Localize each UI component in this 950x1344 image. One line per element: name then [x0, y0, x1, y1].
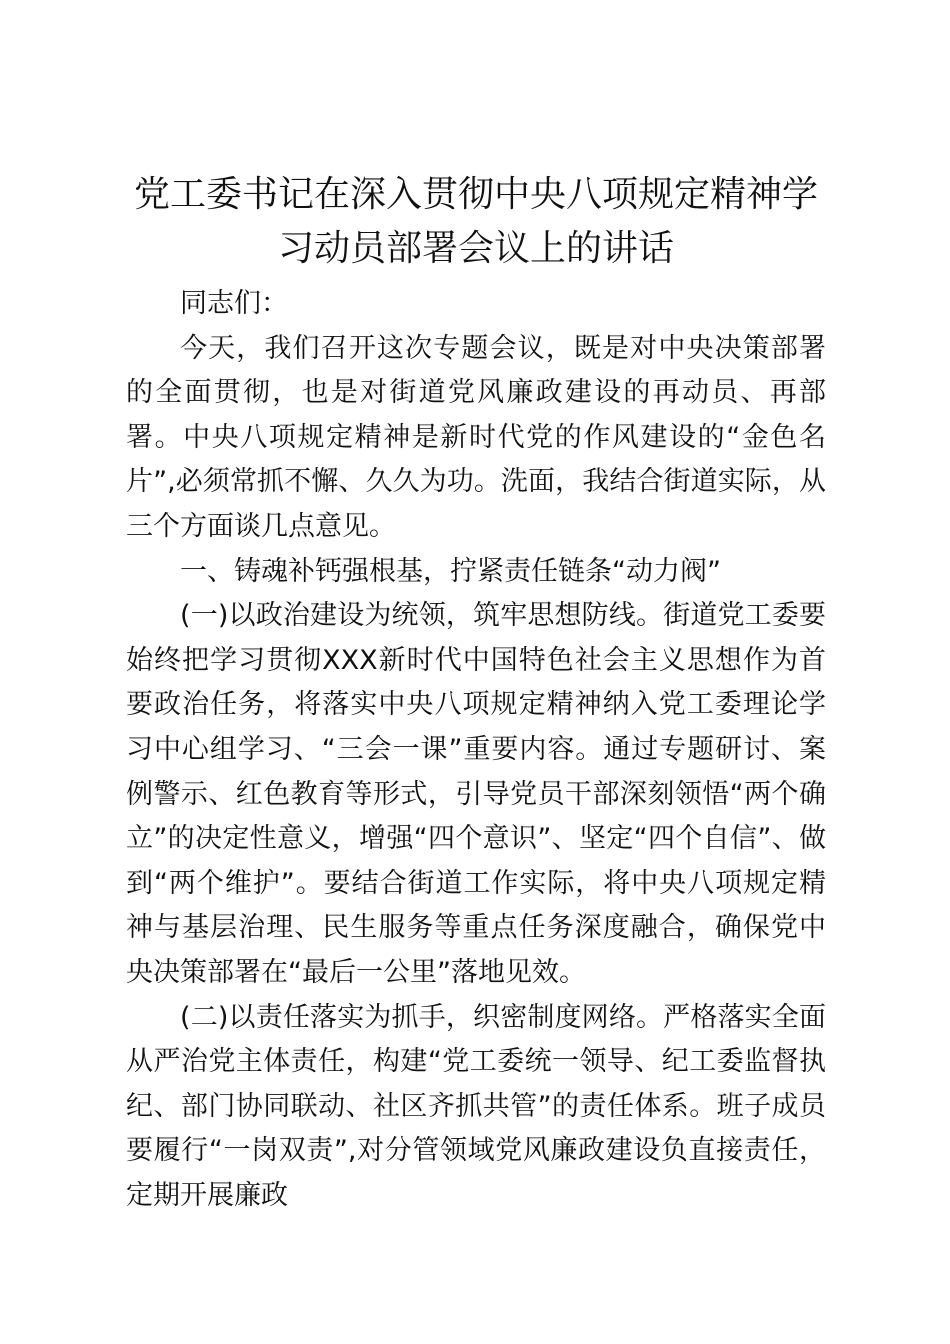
paragraph-intro: 今天，我们召开这次专题会议，既是对中央决策部署的全面贯彻，也是对街道党风廉政建设的再动员、再部署。中央八项规定精神是新时代党的作风建设的“金色名片”,必须常抓不懈、久久为功。洗面，我结合街道实际，从三个方面谈几点意见。	[126, 332, 826, 542]
document-page	[126, 168, 826, 1218]
paragraph-section-1-1: (一)以政治建设为统领，筑牢思想防线。街道党工委要始终把学习贯彻XXX新时代中国特色社会主义思想作为首要政治任务，将落实中央八项规定精神纳入党工委理论学习中心组学习、“三会一课”重要内容。通过专题研讨、案例警示、红色教育等形式，引导党员干部深刻领悟“两个确立”的决定性意义，增强“四个意识”、坚定“四个自信”、做到“两个维护”。要结合街道工作实际，将中央八项规定精神与基层治理、民生服务等重点任务深度融合，确保党中央决策部署在“最后一公里”落地见效。	[126, 600, 826, 988]
paragraph-section-1-2: (二)以责任落实为抓手，织密制度网络。严格落实全面从严治党主体责任，构建“党工委统一领导、纪工委监督执纪、部门协同联动、社区齐抓共管”的责任体系。班子成员要履行“一岗双责”,对分管领域党风廉政建设负直接责任，定期开展廉政	[126, 1001, 826, 1211]
section-heading-1: 一、铸魂补钙强根基，拧紧责任链条“动力阀”	[180, 555, 721, 587]
salutation: 同志们：	[180, 288, 288, 319]
document-body	[126, 282, 826, 1218]
document-title: 党工委书记在深入贯彻中央八项规定精神学习动员部署会议上的讲话	[133, 174, 818, 269]
